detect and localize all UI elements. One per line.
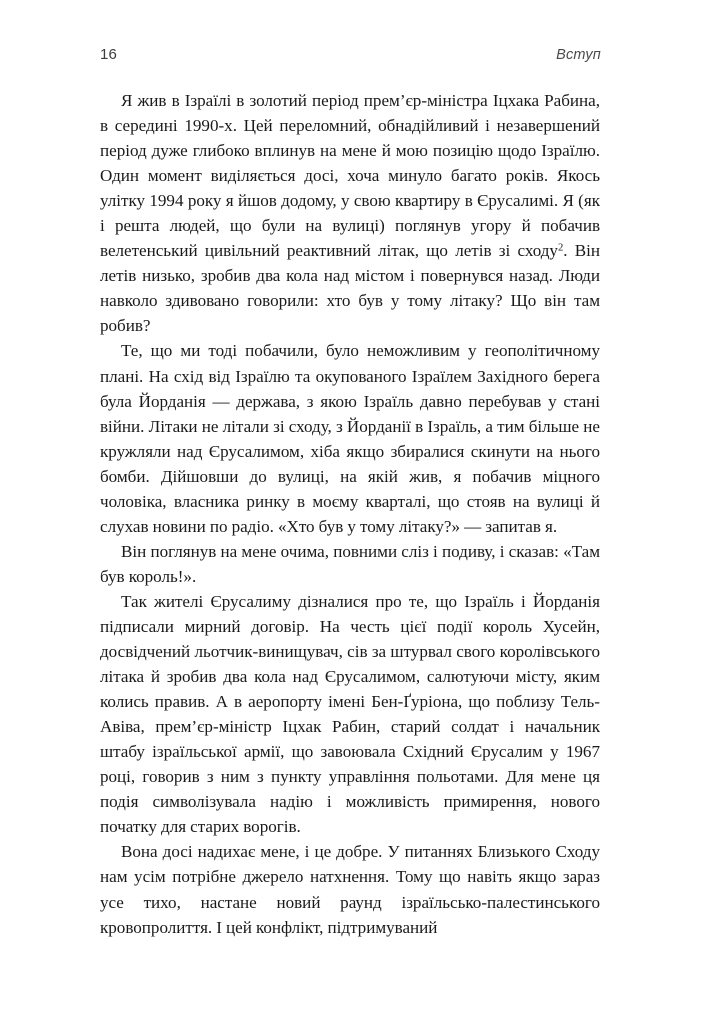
paragraph-1-text-before-note: Я жив в Ізраїлі в золотий період прем’єр-міністра Іцхака Рабина, в середині 1990-х. Цей переломний, обнадійливий і незавершений період дуже глибоко вплинув на мене й мою позицію щодо Ізраїлю. Один момент виділяється досі, хоча минуло багато років. Якось улітку 1994 року я йшов додому, у свою квартиру в Єрусалимі. Я (як і решта людей, що були на вулиці) поглянув угору й побачив велетенський цивільний реактивний літак, що летів зі сходу: [100, 91, 600, 261]
running-head: [100, 47, 601, 69]
paragraph-5: Вона досі надихає мене, і це добре. У питаннях Близького Сходу нам усім потрібне джерело натхнення. Тому що навіть якщо зараз усе тихо, настане новий раунд ізраїльсько-палестинського кровопролиття. І цей конфлікт, підтримуваний: [100, 842, 600, 937]
page-number: 16: [100, 46, 118, 63]
running-head-chapter-title: Вступ: [556, 47, 601, 63]
paragraph-1-text-after-note: . Він летів низько, зробив два кола над містом і повернувся назад. Люди навколо здивовано говорили: хто був у тому літаку? Що він там робив?: [100, 241, 600, 336]
paragraph-1: [100, 88, 600, 338]
paragraph-4: Так жителі Єрусалиму дізналися про те, що Ізраїль і Йорданія підписали мирний договір. На честь цієї події король Хусейн, досвідчений льотчик-винищувач, сів за штурвал свого королівського літака й зробив два кола над Єрусалимом, салютуючи місту, яким колись правив. А в аеропорту імені Бен-Ґуріона, що поблизу Тель-Авіва, прем’єр-міністр Іцхак Рабин, старий солдат і начальник штабу ізраїльської армії, що завоювала Східний Єрусалим у 1967 році, говорив з ним з пункту управління польотами. Для мене ця подія символізувала надію і можливість примирення, нового початку для старих ворогів.: [100, 591, 600, 837]
paragraph-3: Він поглянув на мене очима, повними сліз і подиву, і сказав: «Там був король!».: [100, 541, 600, 586]
paragraph-2: Те, що ми тоді побачили, було неможливим у геополітичному плані. На схід від Ізраїлю та окупованого Ізраїлем Західного берега була Йорданія — держава, з якою Ізраїль давно перебував у стані війни. Літаки не літали зі сходу, з Йорданії в Ізраїль, а тим більше не кружляли над Єрусалимом, хіба якщо збиралися скинути на нього бомби. Дійшовши до вулиці, на якій жив, я побачив міцного чоловіка, власника ринку в моєму кварталі, що стояв на вулиці й слухав новини по радіо. «Хто був у тому літаку?» — запитав я.: [100, 341, 600, 536]
body-text-block: [100, 88, 600, 940]
footnote-reference-marker[interactable]: 2: [557, 242, 564, 254]
